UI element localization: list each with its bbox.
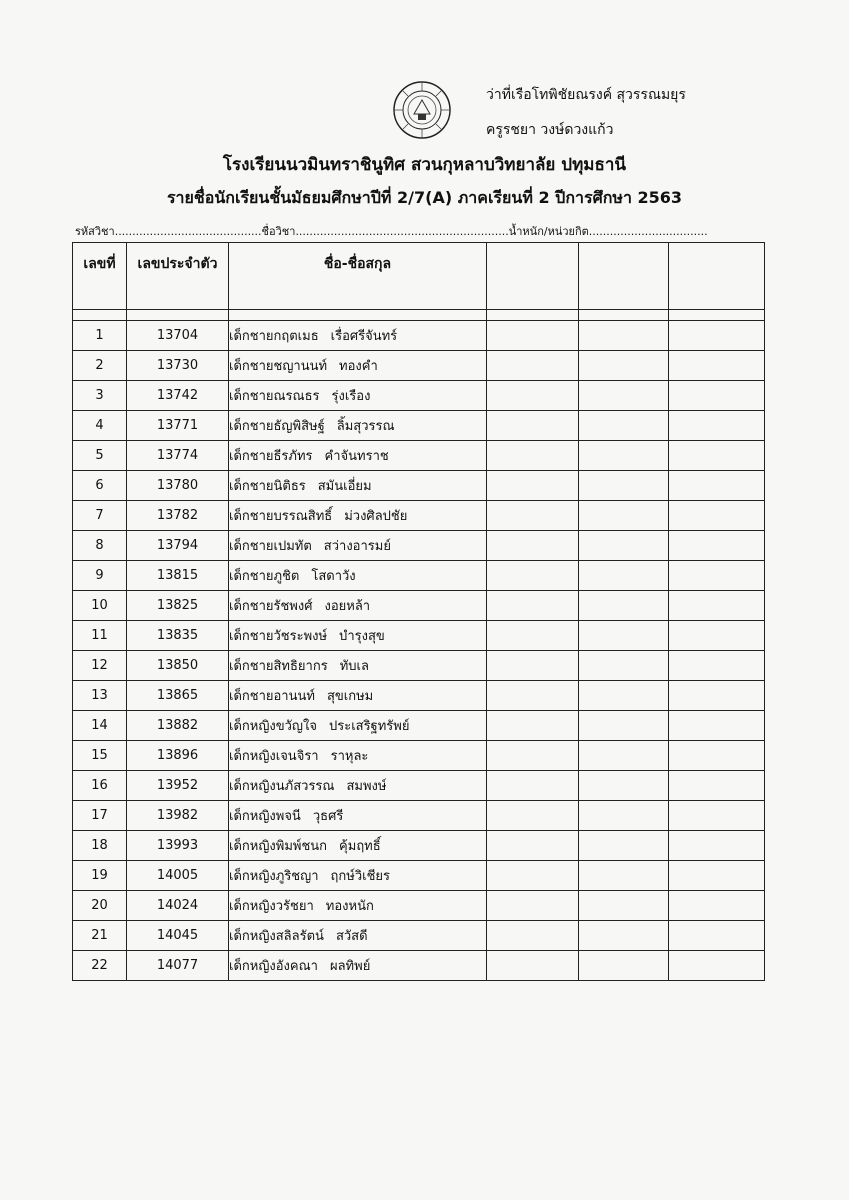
- row-first-name: เด็กชายสิทธิยากร: [229, 659, 328, 674]
- row-blank-3: [669, 681, 765, 711]
- table-row: [73, 951, 765, 981]
- row-full-name: [229, 501, 487, 531]
- row-blank-2: [579, 921, 669, 951]
- row-blank-1: [487, 831, 579, 861]
- row-blank-1: [487, 621, 579, 651]
- row-blank-3: [669, 771, 765, 801]
- row-number: 14: [73, 711, 127, 741]
- row-first-name: เด็กหญิงพิมพ์ชนก: [229, 839, 328, 854]
- row-blank-2: [579, 321, 669, 351]
- row-number: 21: [73, 921, 127, 951]
- row-blank-3: [669, 561, 765, 591]
- row-blank-1: [487, 771, 579, 801]
- row-first-name: เด็กหญิงวรัชยา: [229, 899, 314, 914]
- row-full-name: [229, 381, 487, 411]
- row-blank-3: [669, 441, 765, 471]
- row-blank-3: [669, 531, 765, 561]
- row-blank-3: [669, 921, 765, 951]
- row-blank-2: [579, 531, 669, 561]
- row-first-name: เด็กชายรัชพงศ์: [229, 599, 313, 614]
- row-blank-1: [487, 861, 579, 891]
- table-header-row: [73, 243, 765, 310]
- row-number: 8: [73, 531, 127, 561]
- row-number: 13: [73, 681, 127, 711]
- row-surname: ทับเล: [339, 659, 369, 674]
- row-blank-1: [487, 471, 579, 501]
- row-blank-2: [579, 561, 669, 591]
- row-full-name: [229, 861, 487, 891]
- row-surname: วุธศรี: [312, 809, 344, 824]
- student-roster-table: [72, 242, 765, 981]
- table-row: [73, 891, 765, 921]
- row-blank-2: [579, 771, 669, 801]
- row-full-name: [229, 561, 487, 591]
- row-surname: ราหุละ: [330, 749, 369, 764]
- row-full-name: [229, 771, 487, 801]
- table-row: [73, 321, 765, 351]
- row-full-name: [229, 531, 487, 561]
- row-blank-3: [669, 321, 765, 351]
- row-full-name: [229, 411, 487, 441]
- row-blank-1: [487, 531, 579, 561]
- row-student-id: 13896: [127, 741, 229, 771]
- row-student-id: 13704: [127, 321, 229, 351]
- row-student-id: 13835: [127, 621, 229, 651]
- row-blank-3: [669, 651, 765, 681]
- row-blank-3: [669, 861, 765, 891]
- row-student-id: 13730: [127, 351, 229, 381]
- row-student-id: 13815: [127, 561, 229, 591]
- table-row: [73, 771, 765, 801]
- row-student-id: 14005: [127, 861, 229, 891]
- row-blank-1: [487, 801, 579, 831]
- row-full-name: [229, 441, 487, 471]
- row-number: 11: [73, 621, 127, 651]
- row-blank-2: [579, 741, 669, 771]
- row-blank-3: [669, 501, 765, 531]
- row-full-name: [229, 831, 487, 861]
- row-blank-1: [487, 441, 579, 471]
- row-first-name: เด็กชายธีรภัทร: [229, 449, 313, 464]
- row-surname: งอยหล้า: [324, 599, 371, 614]
- row-student-id: 13771: [127, 411, 229, 441]
- row-blank-1: [487, 681, 579, 711]
- table-row: [73, 471, 765, 501]
- table-row: [73, 801, 765, 831]
- row-blank-1: [487, 501, 579, 531]
- row-number: 2: [73, 351, 127, 381]
- row-full-name: [229, 681, 487, 711]
- row-student-id: 13780: [127, 471, 229, 501]
- row-blank-2: [579, 681, 669, 711]
- row-blank-2: [579, 381, 669, 411]
- row-blank-3: [669, 411, 765, 441]
- school-title: โรงเรียนนวมินทราชินูทิศ สวนกุหลาบวิทยาลัย ปทุมธานี: [222, 155, 627, 175]
- row-first-name: เด็กชายชญานนท์: [229, 359, 328, 374]
- header-blank-3: [669, 243, 765, 310]
- table-row: [73, 531, 765, 561]
- row-blank-1: [487, 411, 579, 441]
- header-student-id: เลขประจำตัว: [127, 243, 229, 310]
- row-first-name: เด็กหญิงเจนจิรา: [229, 749, 319, 764]
- row-full-name: [229, 351, 487, 381]
- row-surname: ผลทิพย์: [329, 959, 371, 974]
- row-first-name: เด็กชายนิติธร: [229, 479, 306, 494]
- row-blank-1: [487, 561, 579, 591]
- row-first-name: เด็กชายอานนท์: [229, 689, 315, 704]
- row-blank-3: [669, 741, 765, 771]
- row-surname: สว่างอารมย์: [323, 539, 391, 554]
- row-blank-2: [579, 471, 669, 501]
- row-first-name: เด็กหญิงอังคณา: [229, 959, 318, 974]
- class-title: รายชื่อนักเรียนชั้นมัธยมศึกษาปีที่ 2/7(A) ภาคเรียนที่ 2 ปีการศึกษา 2563: [166, 188, 683, 207]
- row-surname: คำจันทราช: [324, 449, 389, 464]
- row-full-name: [229, 651, 487, 681]
- row-surname: ประเสริฐทรัพย์: [328, 719, 410, 734]
- row-surname: สมพงษ์: [346, 779, 387, 794]
- row-number: 20: [73, 891, 127, 921]
- teacher-name-2: ครูรชยา วงษ์ดวงแก้ว: [486, 122, 614, 138]
- row-blank-1: [487, 651, 579, 681]
- header-full-name: ชื่อ-ชื่อสกุล: [229, 243, 487, 310]
- table-row: [73, 681, 765, 711]
- table-row: [73, 561, 765, 591]
- row-first-name: เด็กหญิงขวัญใจ: [229, 719, 317, 734]
- row-blank-1: [487, 591, 579, 621]
- row-student-id: 13825: [127, 591, 229, 621]
- row-number: 4: [73, 411, 127, 441]
- subject-fields-line: รหัสวิชา..........................................ชื่อวิชา.............................................................น้ำหนัก/หน่วยกิต..................................: [75, 225, 708, 238]
- row-blank-2: [579, 831, 669, 861]
- table-body: [73, 321, 765, 981]
- row-number: 18: [73, 831, 127, 861]
- row-student-id: 13794: [127, 531, 229, 561]
- row-blank-2: [579, 801, 669, 831]
- row-blank-2: [579, 351, 669, 381]
- row-student-id: 13742: [127, 381, 229, 411]
- header-blank-1: [487, 243, 579, 310]
- table-row: [73, 861, 765, 891]
- table-row: [73, 741, 765, 771]
- row-first-name: เด็กชายกฤตเมธ: [229, 329, 319, 344]
- row-number: 1: [73, 321, 127, 351]
- row-first-name: เด็กหญิงภูริชญา: [229, 869, 319, 884]
- row-surname: สมันเอี่ยม: [317, 479, 372, 494]
- row-blank-1: [487, 381, 579, 411]
- row-number: 22: [73, 951, 127, 981]
- row-number: 9: [73, 561, 127, 591]
- row-full-name: [229, 801, 487, 831]
- row-blank-3: [669, 801, 765, 831]
- row-surname: ลิ้มสุวรรณ: [336, 419, 395, 434]
- row-blank-3: [669, 891, 765, 921]
- row-blank-1: [487, 921, 579, 951]
- table-row: [73, 351, 765, 381]
- table-row: [73, 591, 765, 621]
- row-blank-3: [669, 351, 765, 381]
- row-first-name: เด็กชายณรณธร: [229, 389, 320, 404]
- row-surname: คุ้มฤทธิ์: [339, 839, 381, 854]
- row-blank-2: [579, 711, 669, 741]
- row-full-name: [229, 891, 487, 921]
- row-surname: สวัสดี: [335, 929, 368, 944]
- row-full-name: [229, 591, 487, 621]
- row-number: 10: [73, 591, 127, 621]
- row-blank-3: [669, 381, 765, 411]
- row-surname: ทองคำ: [339, 359, 378, 374]
- table-row: [73, 921, 765, 951]
- row-first-name: เด็กชายบรรณสิทธิ์: [229, 509, 333, 524]
- row-full-name: [229, 621, 487, 651]
- row-first-name: เด็กชายเปมทัต: [229, 539, 312, 554]
- table-row: [73, 651, 765, 681]
- row-student-id: 13993: [127, 831, 229, 861]
- table-row: [73, 831, 765, 861]
- row-blank-3: [669, 951, 765, 981]
- row-surname: เรื่อศรีจันทร์: [330, 329, 398, 344]
- header-blank-2: [579, 243, 669, 310]
- row-number: 19: [73, 861, 127, 891]
- table-spacer-row: [73, 310, 765, 321]
- row-blank-3: [669, 831, 765, 861]
- row-blank-1: [487, 891, 579, 921]
- teacher-name-1: ว่าที่เรือโทพิชัยณรงค์ สุวรรณมยุร: [486, 87, 686, 103]
- row-first-name: เด็กหญิงพจนี: [229, 809, 301, 824]
- row-number: 12: [73, 651, 127, 681]
- row-surname: บำรุงสุข: [339, 629, 385, 644]
- row-student-id: 13982: [127, 801, 229, 831]
- row-blank-2: [579, 951, 669, 981]
- row-number: 17: [73, 801, 127, 831]
- row-blank-2: [579, 441, 669, 471]
- row-blank-2: [579, 651, 669, 681]
- row-surname: ฤกษ์วิเชียร: [330, 869, 390, 884]
- row-surname: ทองหนัก: [325, 899, 374, 914]
- row-first-name: เด็กชายภูชิต: [229, 569, 300, 584]
- row-blank-1: [487, 741, 579, 771]
- row-blank-1: [487, 951, 579, 981]
- row-number: 5: [73, 441, 127, 471]
- row-full-name: [229, 921, 487, 951]
- table-row: [73, 411, 765, 441]
- row-student-id: 13952: [127, 771, 229, 801]
- row-blank-3: [669, 591, 765, 621]
- row-blank-2: [579, 861, 669, 891]
- row-first-name: เด็กชายวัชระพงษ์: [229, 629, 328, 644]
- row-student-id: 14077: [127, 951, 229, 981]
- row-blank-2: [579, 891, 669, 921]
- row-surname: ม่วงศิลปชัย: [344, 509, 408, 524]
- row-surname: สุขเกษม: [326, 689, 374, 704]
- row-blank-2: [579, 591, 669, 621]
- row-number: 15: [73, 741, 127, 771]
- table-row: [73, 501, 765, 531]
- row-student-id: 13882: [127, 711, 229, 741]
- row-student-id: 13850: [127, 651, 229, 681]
- row-full-name: [229, 711, 487, 741]
- row-blank-1: [487, 321, 579, 351]
- row-full-name: [229, 471, 487, 501]
- table-row: [73, 621, 765, 651]
- row-blank-3: [669, 711, 765, 741]
- row-student-id: 13865: [127, 681, 229, 711]
- row-number: 16: [73, 771, 127, 801]
- table-row: [73, 441, 765, 471]
- row-full-name: [229, 321, 487, 351]
- row-blank-2: [579, 621, 669, 651]
- row-surname: รุ่งเรือง: [331, 389, 371, 404]
- row-number: 7: [73, 501, 127, 531]
- row-full-name: [229, 741, 487, 771]
- row-student-id: 13774: [127, 441, 229, 471]
- row-number: 6: [73, 471, 127, 501]
- row-number: 3: [73, 381, 127, 411]
- row-first-name: เด็กหญิงนภัสวรรณ: [229, 779, 335, 794]
- row-blank-3: [669, 471, 765, 501]
- row-blank-3: [669, 621, 765, 651]
- table-row: [73, 381, 765, 411]
- row-student-id: 14024: [127, 891, 229, 921]
- row-blank-1: [487, 351, 579, 381]
- row-student-id: 14045: [127, 921, 229, 951]
- header-number: เลขที่: [73, 243, 127, 310]
- row-blank-1: [487, 711, 579, 741]
- row-blank-2: [579, 501, 669, 531]
- row-first-name: เด็กหญิงสลิลรัตน์: [229, 929, 324, 944]
- row-full-name: [229, 951, 487, 981]
- row-first-name: เด็กชายธัญพิสิษฐ์: [229, 419, 325, 434]
- row-blank-2: [579, 411, 669, 441]
- row-student-id: 13782: [127, 501, 229, 531]
- row-surname: โสดาวัง: [311, 569, 356, 584]
- school-seal-logo: [392, 80, 452, 140]
- table-row: [73, 711, 765, 741]
